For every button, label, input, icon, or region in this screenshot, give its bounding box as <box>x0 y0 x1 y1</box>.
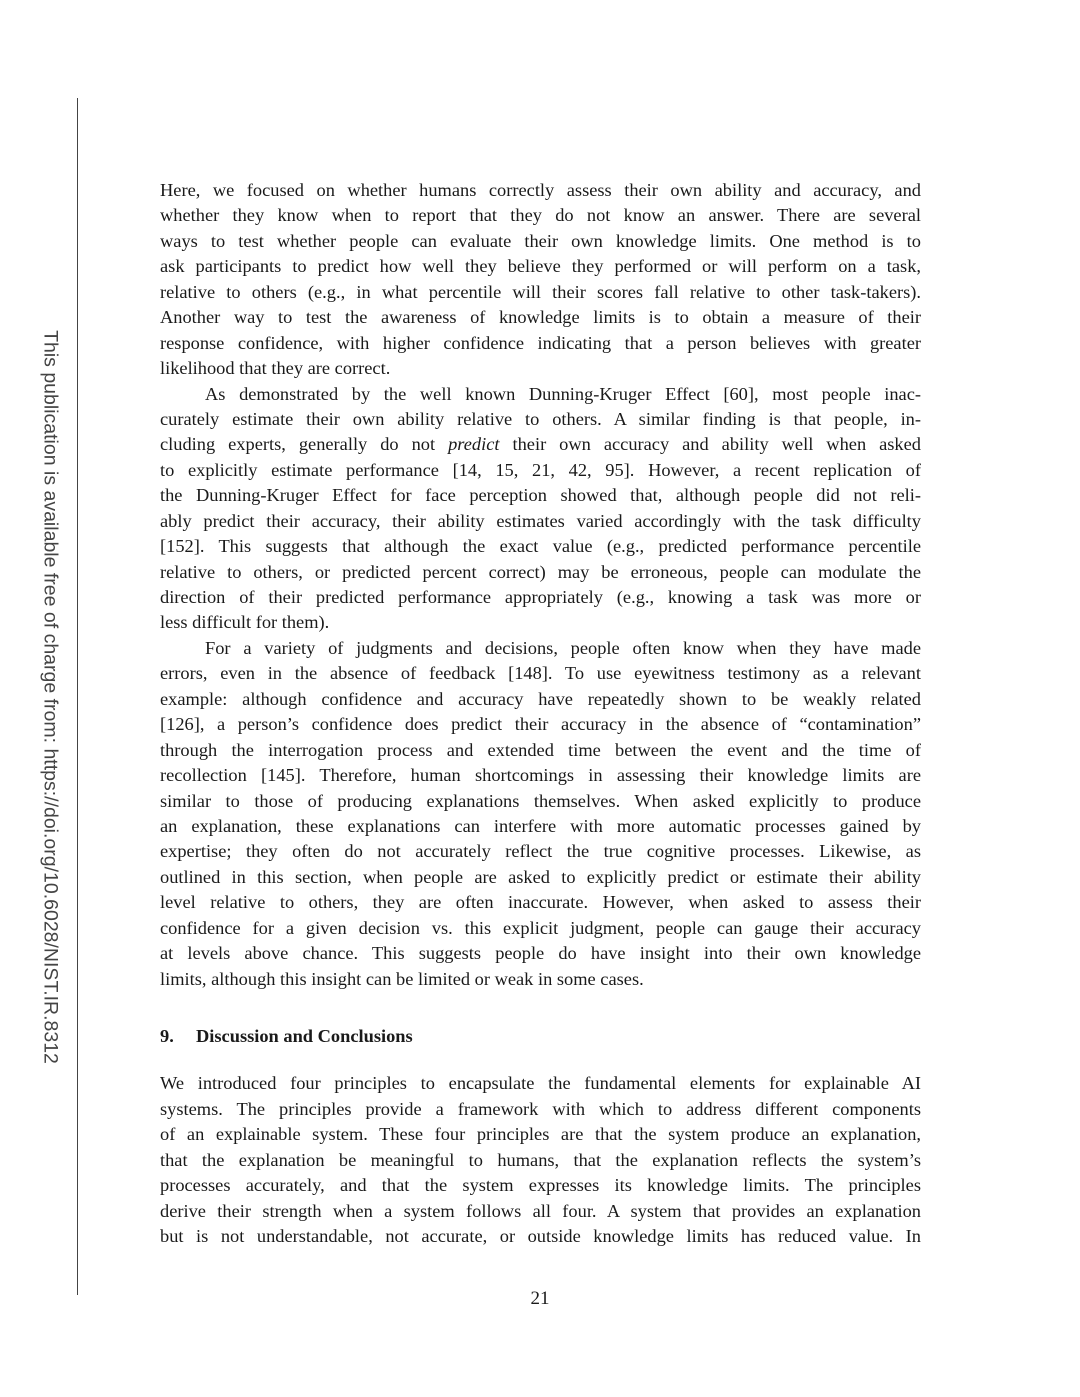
text-line: through the interrogation process and extended time between the event and the time of <box>160 739 921 760</box>
text-line: to explicitly estimate performance [14, 15, 21, 42, 95]. However, a recent replication of <box>160 459 921 480</box>
text-line: response confidence, with higher confidence indicating that a person believes with greater <box>160 332 921 353</box>
text-line: confidence for a given decision vs. this explicit judgment, people can gauge their accuracy <box>160 917 921 938</box>
text-segment: cluding experts, generally do not <box>160 434 449 455</box>
text-line: Another way to test the awareness of knowledge limits is to obtain a measure of their <box>160 307 921 328</box>
paragraph <box>160 178 921 382</box>
text-line: outlined in this section, when people are asked to explicitly predict or estimate their ability <box>160 866 921 887</box>
text-line: the Dunning-Kruger Effect for face perception showed that, although people did not reli- <box>160 485 921 506</box>
body-paragraphs <box>160 178 921 992</box>
paragraph <box>160 382 921 636</box>
publication-availability-note: This publication is available free of charge from: https://doi.org/10.6028/NIST.IR.8312 <box>39 330 62 1064</box>
text-line: ways to test whether people can evaluate their own knowledge limits. One method is to <box>160 230 921 251</box>
text-line: limits, although this insight can be limited or weak in some cases. <box>160 968 644 989</box>
text-line: of an explainable system. These four principles are that the system produce an explanation, <box>160 1124 921 1145</box>
section-paragraphs <box>160 1071 921 1249</box>
text-line: [152]. This suggests that although the exact value (e.g., predicted performance percentile <box>160 536 921 557</box>
text-line: but is not understandable, not accurate, or outside knowledge limits has reduced value. In <box>160 1226 921 1247</box>
text-line: relative to others, or predicted percent correct) may be erroneous, people can modulate the <box>160 561 921 582</box>
text-line: direction of their predicted performance appropriately (e.g., knowing a task was more or <box>160 587 921 607</box>
margin-rule <box>77 98 78 1295</box>
emphasized-text: predict <box>448 434 500 455</box>
text-line: whether they know when to report that they do not know an answer. There are several <box>160 205 921 226</box>
text-line: similar to those of producing explanations themselves. When asked explicitly to produce <box>160 790 921 811</box>
paragraph <box>160 1071 921 1249</box>
text-line: As demonstrated by the well known Dunning-Kruger Effect [60], most people inac- <box>205 383 921 404</box>
text-line: curately estimate their own ability relative to others. A similar finding is that people, in- <box>160 408 921 429</box>
text-line: expertise; they often do not accurately reflect the true cognitive processes. Likewise, as <box>160 841 921 862</box>
text-line: example: although confidence and accuracy have repeatedly shown to be weakly related <box>160 688 921 709</box>
text-line: less difficult for them). <box>160 612 330 633</box>
text-line: relative to others (e.g., in what percentile will their scores fall relative to other task-takers). <box>160 281 921 302</box>
text-line <box>160 432 921 457</box>
text-line: likelihood that they are correct. <box>160 358 391 379</box>
page-number: 21 <box>530 1288 550 1309</box>
text-line: at levels above chance. This suggests people do have insight into their own knowledge <box>160 943 921 964</box>
section-title: Discussion and Conclusions <box>196 1025 413 1046</box>
text-line: We introduced four principles to encapsulate the fundamental elements for explainable AI <box>160 1073 921 1094</box>
text-line: Here, we focused on whether humans correctly assess their own ability and accuracy, and <box>160 180 921 200</box>
text-line: [126], a person’s confidence does predict their accuracy in the absence of “contamination” <box>160 714 921 735</box>
text-line: derive their strength when a system follows all four. A system that provides an explanation <box>160 1200 921 1221</box>
text-line: level relative to others, they are often inaccurate. However, when asked to assess their <box>160 892 921 913</box>
text-line: ask participants to predict how well they believe they performed or will perform on a task, <box>160 256 921 277</box>
text-line: recollection [145]. Therefore, human shortcomings in assessing their knowledge limits are <box>160 765 921 786</box>
paragraph <box>160 636 921 992</box>
text-segment: their own accuracy and ability well when asked <box>499 434 921 455</box>
text-line: ably predict their accuracy, their ability estimates varied accordingly with the task difficulty <box>160 510 921 531</box>
section-number: 9. <box>160 1025 174 1046</box>
section-heading <box>160 1024 921 1049</box>
text-line: that the explanation be meaningful to humans, that the explanation reflects the system’s <box>160 1149 921 1170</box>
text-line: an explanation, these explanations can interfere with more automatic processes gained by <box>160 815 921 836</box>
text-line: systems. The principles provide a framework with which to address different components <box>160 1098 921 1119</box>
page-body <box>160 178 921 1250</box>
text-line: For a variety of judgments and decisions, people often know when they have made <box>205 637 921 658</box>
text-line: processes accurately, and that the system expresses its knowledge limits. The principles <box>160 1175 921 1196</box>
text-line: errors, even in the absence of feedback [148]. To use eyewitness testimony as a relevant <box>160 663 921 684</box>
